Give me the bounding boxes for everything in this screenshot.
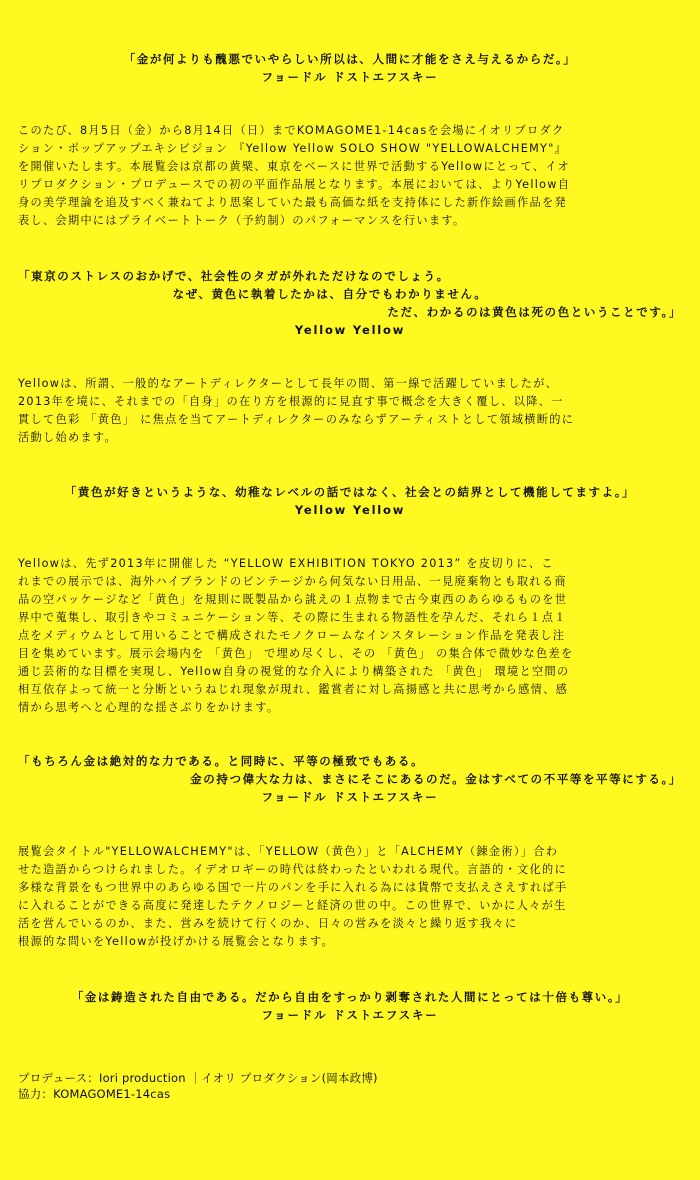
quote-author: Yellow Yellow: [294, 503, 406, 517]
paragraph-line: 多様な背景をもつ世界中のあらゆる国で一片のパンを手に入れる為には貨幣で支払えさえすれば手: [18, 881, 568, 894]
paragraph-line: 点をメディウムとして用いることで構成されたモノクロームなインスタレーション作品を発表し注: [18, 629, 566, 642]
paragraph-line: 表し、会期中にはプライベートトーク（予約制）のパフォーマンスを行います。: [18, 214, 466, 227]
paragraph-line: 根源的な問いをYellowが投げかける展覧会となります。: [18, 935, 335, 948]
paragraph-line: 貫して色彩 「黄色」 に焦点を当てアートディレクターのみならずアーティストとして領域横断的に: [18, 413, 575, 426]
paragraph-line: このたび、8月5日（金）から8月14日（日）までKOMAGOME1-14casを会場にイオリプロダク: [18, 124, 565, 137]
quote-dostoevsky-2: [18, 752, 682, 806]
quote-author: フョードル ドストエフスキー: [261, 790, 439, 804]
paragraph-line: 2013年を境に、それまでの「自身」の在り方を根源的に見直す事で概念を大きく覆し、以降、一: [18, 395, 564, 408]
quote-text: 「金が何よりも醜悪でいやらしい所以は、人間に才能をさえ与えるからだ。」: [123, 52, 577, 66]
quote-line: なぜ、黄色に執着したかは、自分でもわかりません。: [172, 287, 488, 301]
quote-yellow-2: [18, 483, 682, 519]
paragraph-line: れまでの展示では、海外ハイブランドのビンテージから何気ない日用品、一見廃棄物とも取れる商: [18, 575, 567, 588]
paragraph-line: 界中で蒐集し、取引きやコミュニケーション等、その際に生まれる物語性を孕んだ、それら１点１: [18, 611, 567, 624]
title-paragraph: [18, 843, 688, 951]
quote-line: 「もちろん金は絶対的な力である。と同時に、平等の極致でもある。: [18, 754, 425, 768]
paragraph-line: 情から思考へと心理的な揺さぶりをかけます。: [18, 701, 280, 714]
paragraph-line: 展覧会タイトル"YELLOWALCHEMY"は、「YELLOW（黄色）」と「ALCHEMY（錬金術）」合わ: [18, 845, 559, 858]
quote-line: 金の持つ偉大な力は、まさにそこにあるのだ。金はすべての不平等を平等にする。」: [190, 772, 682, 786]
paragraph-line: せた造語からつけられました。イデオロギーの時代は終わったといわれる現代。言語的・文化的に: [18, 863, 568, 876]
intro-paragraph: [18, 122, 688, 230]
quote-text: 「黄色が好きというような、幼稚なレベルの話ではなく、社会との結界として機能してますよ。」: [64, 485, 636, 499]
paragraph-line: Yellowは、所謂、一般的なアートディレクターとして長年の間、第一線で活躍していましたが、: [18, 377, 559, 390]
quote-author: フョードル ドストエフスキー: [261, 70, 439, 84]
paragraph-line: 通じ芸術的な目標を実現し、Yellow自身の視覚的な介入により構築された 「黄色」 環境と空間の: [18, 665, 570, 678]
paragraph-line: 活動し始めます。: [18, 431, 118, 444]
producer-credit: プロデュース：Iori production ｜イオリ プロダクション(岡本政博): [18, 1071, 378, 1085]
quote-author: フョードル ドストエフスキー: [261, 1008, 439, 1022]
paragraph-line: 目を集めています。展示会場内を 「黄色」 で埋め尽くし、その 「黄色」 の集合体で微妙な色差を: [18, 647, 574, 660]
quote-line: 「東京のストレスのおかげで、社会性のタガが外れただけなのでしょう。: [18, 269, 450, 283]
credits: [18, 1070, 378, 1102]
quote-text: 「金は鋳造された自由である。だから自由をすっかり剥奪された人間にとっては十倍も尊い。」: [71, 990, 629, 1004]
quote-author: Yellow Yellow: [294, 323, 406, 337]
paragraph-line: を開催いたします。本展覧会は京都の黄檗、東京をベースに世界で活動するYellowにとって、イオ: [18, 160, 570, 173]
paragraph-line: 品の空パッケージなど「黄色」を規則に既製品から誂えの１点物まで古今東西のあらゆるものを世: [18, 593, 568, 606]
cooperation-credit: 協力：KOMAGOME1-14cas: [18, 1087, 171, 1101]
paragraph-line: 相互依存よって統一と分断というねじれ現象が現れ、鑑賞者に対し高揚感と共に思考から感情、感: [18, 683, 569, 696]
quote-dostoevsky-3: [18, 988, 682, 1024]
bio-paragraph: [18, 375, 688, 447]
paragraph-line: Yellowは、先ず2013年に開催した “YELLOW EXHIBITION TOKYO 2013” を皮切りに、こ: [18, 557, 554, 570]
quote-yellow-1: [18, 267, 682, 339]
quote-dostoevsky-1: [18, 50, 682, 86]
paragraph-line: に入れることができる高度に発達したテクノロジーと経済の世の中。この世界で、いかに人々が生: [18, 899, 567, 912]
paragraph-line: ション・ポップアップエキシビジョン 『Yellow Yellow SOLO SHOW "YELLOWALCHEMY"』: [18, 142, 568, 155]
quote-line: ただ、わかるのは黄色は死の色ということです。」: [387, 305, 682, 319]
paragraph-line: 活を営んでいるのか、また、営みを続けて行くのか、日々の営みを淡々と繰り返す我々に: [18, 917, 518, 930]
paragraph-line: リプロダクション・プロデュースでの初の平面作品展となります。本展においては、よりYellow自: [18, 178, 571, 191]
history-paragraph: [18, 555, 688, 717]
paragraph-line: 身の美学理論を追及すべく兼ねてより思案していた最も高価な紙を支持体にした新作絵画作品を発: [18, 196, 567, 209]
